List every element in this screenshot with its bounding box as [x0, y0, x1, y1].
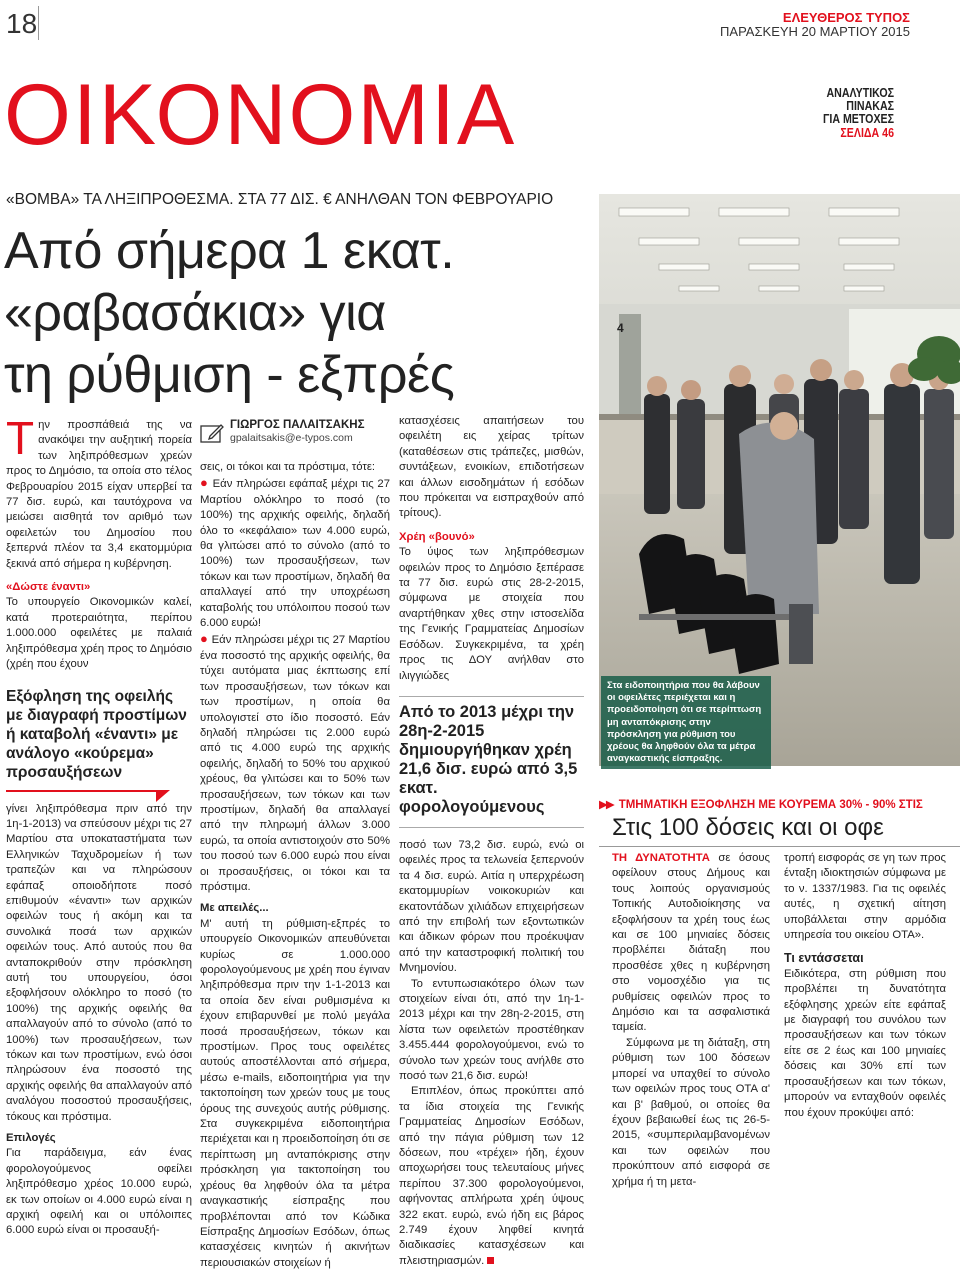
article-column-2 — [200, 418, 390, 1271]
paragraph — [612, 851, 770, 1036]
article-column-1 — [6, 412, 192, 1239]
article-headline — [4, 220, 594, 406]
header-divider — [38, 6, 39, 40]
article-kicker: «ΒΟΜΒΑ» ΤΑ ΛΗΞΙΠΡΟΘΕΣΜΑ. ΣΤΑ 77 ΔΙΣ. € ΑΝΗΛΘΑΝ ΤΟΝ ΦΕΒΡΟΥΑΡΙΟ — [6, 191, 554, 208]
stock-table-reference — [823, 87, 894, 140]
bullet-text: Εάν πληρώσει μέχρι τις 27 Μαρτίου ένα ποσοστό της αρχικής οφειλής, θα τύχει αυτόματα μιας έκπτωσης επί των προσαυξήσεων, των τόκων και των προστίμων, η οποία θα υπολογιστεί στο ίδιο ποσοστό. Εάν δηλαδή πληρώσει τις 2.000 ευρώ από τις 4.000 ευρώ της αρχικής οφειλής, δηλαδή το 50% του αρχικού χρέους, θα γλιτώσει και το 50% των προσαυξήσεων, των τόκων και των προστίμων, δηλαδή θα απαλλαγεί από την πληρωμή άλλων 3.000 ευρώ, τα οποία αντιστοιχούν στο 50% του ποσού των 6.000 ευρώ που είναι οι προσαυξήσεις, οι τόκοι και τα πρόστιμα. — [200, 634, 390, 893]
pencil-icon — [200, 422, 224, 446]
paragraph: Το εντυπωσιακότερο όλων των στοιχείων είναι ότι, από την 1η-1-2013 μέχρι και την 28η-2-2015, στη λίστα των οφειλετών προστέθηκαν 3.455.444 φορολογούμενοι, ενώ το σύνολο των χρεών τους ανήλθε στο ποσό των 21,6 δισ. ευρώ! — [399, 977, 584, 1082]
author-byline — [200, 418, 390, 454]
lead-in: ΤΗ ΔΥΝΑΤΟΤΗΤΑ — [612, 852, 710, 864]
paragraph: ποσό των 73,2 δισ. ευρώ, ενώ οι οφειλές προς τα τελωνεία ξεπερνούν τα 4 δισ. ευρώ. Αιτία η υπερχρέωση εκατομμυρίων νοικοκυριών και εκατοντάδων χιλιάδων επιχειρήσεων από την επιβολή των εξοντωτικών και άδικων φόρων που προέκυψαν από την καταστροφική πολιτική του Μνημονίου. — [399, 838, 584, 975]
bullet-text: Εάν πληρώσει εφάπαξ μέχρι τις 27 Μαρτίου ολόκληρο το ποσό (το 100%) της αρχικής οφειλής, δηλαδή όλο το «κεφάλαιο» των 4.000 ευρώ, θα γλιτώσει από το σύνολο (από το 100%) των προσαυξήσεων, των τόκων και των προστίμων, δηλαδή θα απαλλαγεί από την υποχρέωση καταβολής του υπόλοιπου ποσού των 6.000 ευρώ! — [200, 478, 390, 630]
bullet-dot-icon: ● — [200, 475, 213, 491]
paragraph-text: σε όσους οφείλουν στους Δήμους και τους λοιπούς οργανισμούς Τοπικής Αυτοδιοίκησης να εξοφλήσουν τα χρέη τους έως και σε 100 μηνιαίες δόσεις προβλέπει διάταξη που προσθέσε χθες η κυβέρνηση στο νομοσχέδιο για τις ρυθμίσεις οφειλών προς το Δημόσιο και τα ασφαλιστικά ταμεία. — [612, 852, 770, 1034]
highlight-rule — [399, 827, 584, 828]
sidebar-column-2 — [784, 851, 946, 1121]
end-mark-icon — [487, 1257, 494, 1264]
subhead: Τι εντάσσεται — [784, 951, 864, 966]
paragraph: Το ύψος των ληξιπρόθεσμων οφειλών προς το Δημόσιο ξεπέρασε τα 77 δισ. ευρώ στις 28-2-2015, σύμφωνα με στοιχεία που αναρτήθηκαν χθες στην ιστοσελίδα της Γενικής Γραμματείας Δημοσίων Εσόδων. Συγκεκριμένα, τα χρέη προς τις ΔΟΥ ανήλθαν στο ιλιγγιώδες — [399, 546, 584, 682]
pull-quote-pointer — [156, 790, 170, 802]
highlight-box — [399, 696, 584, 828]
paragraph: Το υπουργείο Οικονομικών καλεί, κατά προτεραιότητα, περίπου 1.000.000 οφειλέτες με παλαιά ληξιπρόθεσμα χρέη προς το Δημόσιο (χρέη που έχουν — [6, 596, 192, 671]
intro-text: ην προσπάθειά της να ανακόψει την αυξητική πορεία των ληξιπρόθεσμων χρεών προς το Δημόσιο, τα οποία στο τέλος Φεβρουαρίου 2015 είχαν υπερβεί τα 77 δισ. ευρώ, και ταυτόχρονα να μειώσει αισθητά τον αριθμό των οφειλετών του Δημοσίου που ξεπερνά πλέον τα 3,4 εκατομμύρια ξεκινά από σήμερα η κυβέρνηση. — [6, 419, 192, 570]
paragraph — [399, 1084, 584, 1269]
bullet-paragraph — [200, 475, 390, 631]
sidebar-kicker-text: ΤΜΗΜΑΤΙΚΗ ΕΞΟΦΛΗΣΗ ΜΕ ΚΟΥΡΕΜΑ 30% - 90% ΣΤΙΣ — [618, 799, 923, 811]
headline-line: «ραβασάκια» για — [4, 284, 386, 342]
ref-line: ΑΝΑΛΥΤΙΚΟΣ — [826, 86, 894, 100]
author-name: ΓΙΩΡΓΟΣ ΠΑΛΑΙΤΣΑΚΗΣ — [230, 419, 365, 431]
headline-line: τη ρύθμιση - εξπρές — [4, 346, 455, 404]
ref-page: ΣΕΛΙΔΑ 46 — [840, 125, 894, 140]
bullet-dot-icon: ● — [200, 631, 212, 647]
intro-paragraph — [6, 412, 192, 572]
paragraph: Για παράδειγμα, εάν ένας φορολογούμενος οφείλει ληξιπρόθεσμο χρέος 10.000 ευρώ, εκ των οποίων οι 4.000 ευρώ είναι η αρχική οφειλή και οι υπόλοιπες 6.000 ευρώ είναι οι προσαυξή- — [6, 1147, 192, 1237]
paragraph: σεις, οι τόκοι και τα πρόστιμα, τότε: — [200, 461, 376, 473]
pull-quote-rule — [6, 790, 156, 792]
page-number: 18 — [6, 8, 38, 39]
pull-quote — [6, 687, 192, 802]
subhead: Με απειλές... — [200, 902, 269, 915]
paragraph: κατασχέσεις απαιτήσεων του οφειλέτη εις χείρας τρίτων (καταθέσεων στις τράπεζες, μισθών, συντάξεων, ενοικίων, επιδοτήσεων και άλλων εισοδημάτων ή εσόδων που πρόκειται να εισπραχθούν από τρίτους). — [399, 415, 584, 520]
paragraph: Μ' αυτή τη ρύθμιση-εξπρές το υπουργείο Οικονομικών απευθύνεται κυρίως σε 1.000.000 φορολογούμενους με χρέη που έγιναν ληξιπρόθεσμα πριν την 1-1-2013 και τα οποία δεν είναι ρυθμισμένα κι έχουν επιβαρυνθεί με πολύ μεγάλα ποσά προσαυξήσεων, τόκων και προστίμων. Προς τους οφειλέτες αυτούς αποστέλλονται από σήμερα, μέσω e-mails, ειδοποιητήρια για την τακτοποίηση των χρεών τους με τους όρους της συνεχούς αυτής ρύθμισης. Στα συγκεκριμένα ειδοποιητήρια περιέχεται και η προειδοποίηση ότι σε περίπτωση μη ανταπόκρισης στην πρόσκληση για τακτοποίηση του χρέους θα ληφθούν όλα τα μέτρα αναγκαστικής είσπραξης που προβλέπονται από τον Κώδικα Είσπραξης Δημοσίων Εσόδων, όπως κατασχέσεις κινητών ή ακινήτων περιουσιακών στοιχείων ή — [200, 917, 390, 1269]
sidebar-kicker — [599, 797, 923, 811]
ref-line: ΓΙΑ ΜΕΤΟΧΕΣ — [822, 112, 894, 127]
paragraph: Σύμφωνα με τη διάταξη, στη ρύθμιση των 100 δόσεων μπορεί να υπαχθεί το σύνολο των οφειλών προς τους ΟΤΑ α' και β' βαθμού, οι οποίες θα έχουν βεβαιωθεί έως τις 26-5-2015, «συμπεριλαμβανομένων και των οφειλών που προκύπτουν από εισφορά σε χρήμα ή τη μετα- — [612, 1036, 770, 1188]
article-column-3 — [399, 414, 584, 1269]
sidebar-headline: Στις 100 δόσεις και οι οφε — [612, 814, 884, 841]
section-title: ΟΙΚΟΝΟΜΙΑ — [4, 67, 517, 163]
paragraph: γίνει ληξιπρόθεσμα πριν από την 1η-1-2013) να σπεύσουν μέχρι τις 27 Μαρτίου στα υποκαταστήματα των Ελληνικών Ταχυδρομείων ή των τραπεζών και να πληρώσουν εφάπαξ οποιοδήποτε ποσό επιθυμούν «έναντι» των αρχικών οφειλών τους ή ακόμη και τα συνολικά ποσά των αρχικών οφειλών τους. Από αυτούς που θα ανταποκριθούν στην πρόσκληση αυτή του υπουργείου, όσοι εξοφλήσουν ολόκληρο το ποσό (το 100%) της αρχικής οφειλής θα απαλλαγούν από το σύνολο (από το 100%) των προσαυξήσεων, των τόκων και των προστίμων, ενώ όσοι πληρώσουν ένα ποσοστό της αρχικής οφειλής θα απαλλαγούν από αναλόγου ποσοστού προσαυξήσεις, τόκους και πρόστιμα. — [6, 802, 192, 1123]
sidebar-rule — [599, 846, 960, 847]
subhead: Χρέη «βουνό» — [399, 530, 475, 543]
issue-date: ΠΑΡΑΣΚΕΥΗ 20 ΜΑΡΤΙΟΥ 2015 — [720, 24, 910, 39]
bullet-paragraph — [200, 631, 390, 895]
sidebar-column-1 — [612, 851, 770, 1190]
drop-cap: Τ — [6, 412, 35, 464]
newspaper-name: ΕΛΕΥΘΕΡΟΣ ΤΥΠΟΣ — [782, 10, 910, 25]
paragraph: τροπή εισφοράς σε γη των προς ένταξη ιδιοκτησιών σύμφωνα με το ν. 1337/1983. Για τις οφειλές αυτές, η σχετική αίτηση υποβάλλεται στην αρμόδια υπηρεσία του οικείου ΟΤΑ». — [784, 852, 946, 942]
paragraph-text: Επιπλέον, όπως προκύπτει από τα ίδια στοιχεία της Γενικής Γραμματείας Δημοσίων Εσόδων, από την πάγια ρύθμιση των 12 δόσεων, που «τρέχει» ήδη, έχουν αποχωρήσει τους τελευταίους μήνες περίπου 37.300 φορολογούμενοι, αφήνοντας απλήρωτα χρέη ύψους 322 εκατ. ευρώ, ενώ ήδη εις βάρος 2.749 έχουν ληφθεί κινητά διαδικασίες κατασχέσεων και πλειστηριασμών. — [399, 1085, 584, 1267]
headline-line: Από σήμερα 1 εκατ. — [4, 222, 455, 280]
subhead: «Δώστε έναντι» — [6, 581, 91, 594]
ref-line: ΠΙΝΑΚΑΣ — [846, 99, 894, 114]
pull-quote-text: Εξόφληση της οφειλής με διαγραφή προστίμων ή καταβολή «έναντι» με ανάλογο «κούρεμα» προσαυξήσεων — [6, 687, 187, 781]
author-email[interactable]: gpalaitsakis@e-typos.com — [230, 432, 353, 444]
window-number: 4 — [617, 321, 624, 335]
subhead: Επιλογές — [6, 1132, 56, 1145]
paragraph: Ειδικότερα, στη ρύθμιση που προβλέπει τη δυνατότητα εξόφλησης χρεών είτε εφάπαξ με διαγραφή του συνόλου των προσαυξήσεων και των τόκων είτε σε 2 έως και 100 μηνιαίες δόσεις και 30% επί των προσαυξήσεων και των τόκων, μπορούν να ενταχθούν οφειλές που έχουν προκύψει από: — [784, 967, 946, 1119]
photo-caption: Στα ειδοποιητήρια που θα λάβουν οι οφειλέτες περιέχεται και η προειδοποίηση ότι σε περίπτωση μη ανταπόκρισης στην πρόσκληση για ρύθμιση του χρέους θα ληφθούν όλα τα μέτρα αναγκαστικής είσπραξης. — [601, 676, 771, 769]
double-arrow-icon: ▶▶ — [599, 799, 613, 811]
highlight-text: Από το 2013 μέχρι την 28η-2-2015 δημιουργήθηκαν χρέη 21,6 δισ. ευρώ από 3,5 εκατ. φορολογούμενους — [399, 702, 578, 816]
